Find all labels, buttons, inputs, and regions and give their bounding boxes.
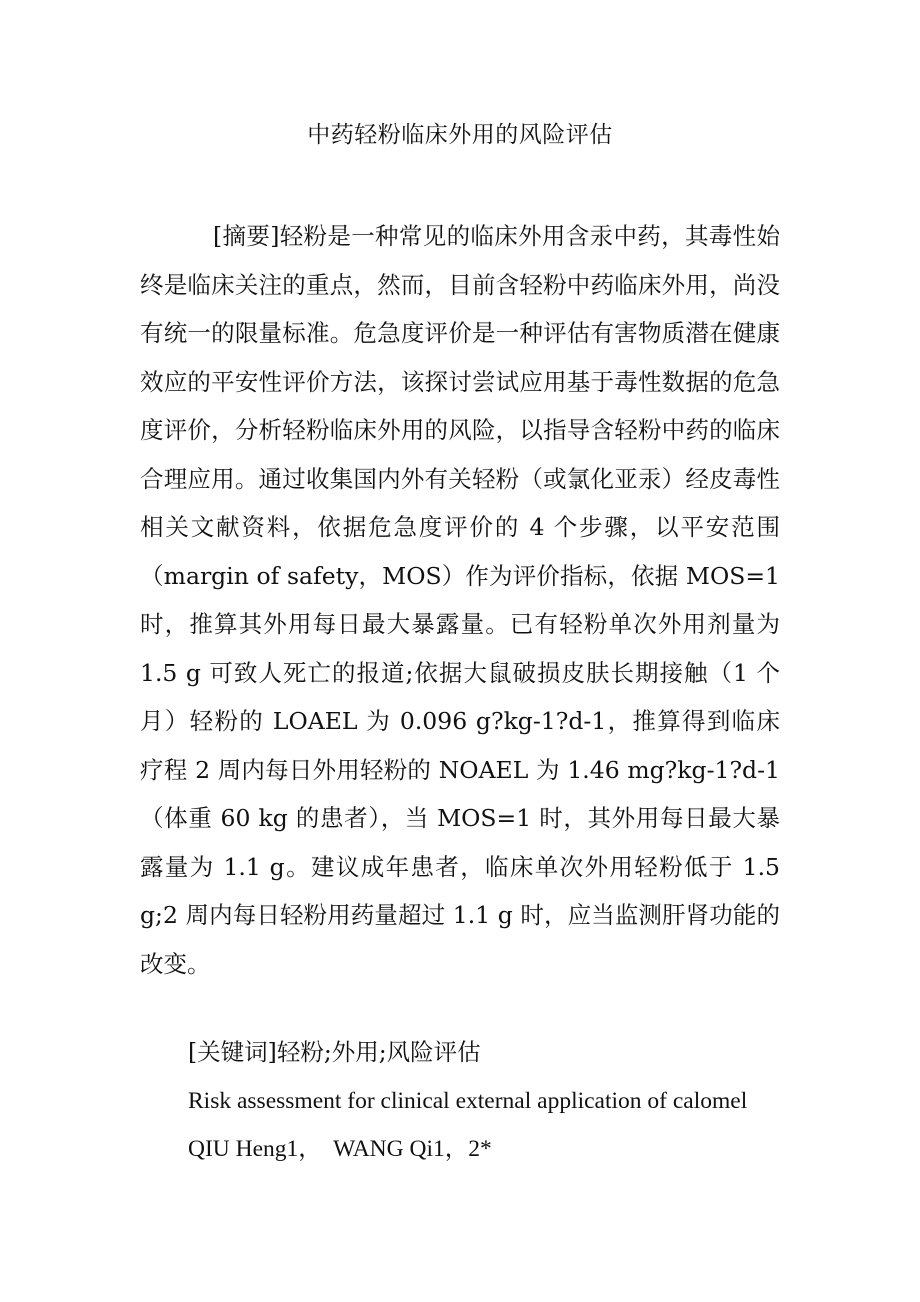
authors-line: QIU Heng1， WANG Qi1，2* xyxy=(188,1136,492,1162)
english-title: Risk assessment for clinical external application of calomel xyxy=(188,1088,748,1114)
abstract-paragraph: [摘要]轻粉是一种常见的临床外用含汞中药，其毒性始终是临床关注的重点，然而，目前含轻粉中药临床外用，尚没有统一的限量标准。危急度评价是一种评估有害物质潜在健康效应的平安性评价方法，该探讨尝试应用基于毒性数据的危急度评价，分析轻粉临床外用的风险，以指导含轻粉中药的临床合理应用。通过收集国内外有关轻粉（或氯化亚汞）经皮毒性相关文献资料，依据危急度评价的 4 个步骤，以平安范围（margin of safety，MOS）作为评价指标，依据 MOS=1 时，推算其外用每日最大暴露量。已有轻粉单次外用剂量为 1.5 g 可致人死亡的报道;依据大鼠破损皮肤长期接触（1 个月）轻粉的 LOAEL 为 0.096 g?kg-1?d-1，推算得到临床疗程 2 周内每日外用轻粉的 NOAEL 为 1.46 mg?kg-1?d-1（体重 60 kg 的患者），当 MOS=1 时，其外用每日最大暴露量为 1.1 g。建议成年患者，临床单次外用轻粉低于 1.5 g;2 周内每日轻粉用药量超过 1.1 g 时，应当监测肝肾功能的改变。 xyxy=(140,222,780,978)
document-title: 中药轻粉临床外用的风险评估 xyxy=(307,122,613,148)
keywords-line: [关键词]轻粉;外用;风险评估 xyxy=(188,1038,481,1066)
